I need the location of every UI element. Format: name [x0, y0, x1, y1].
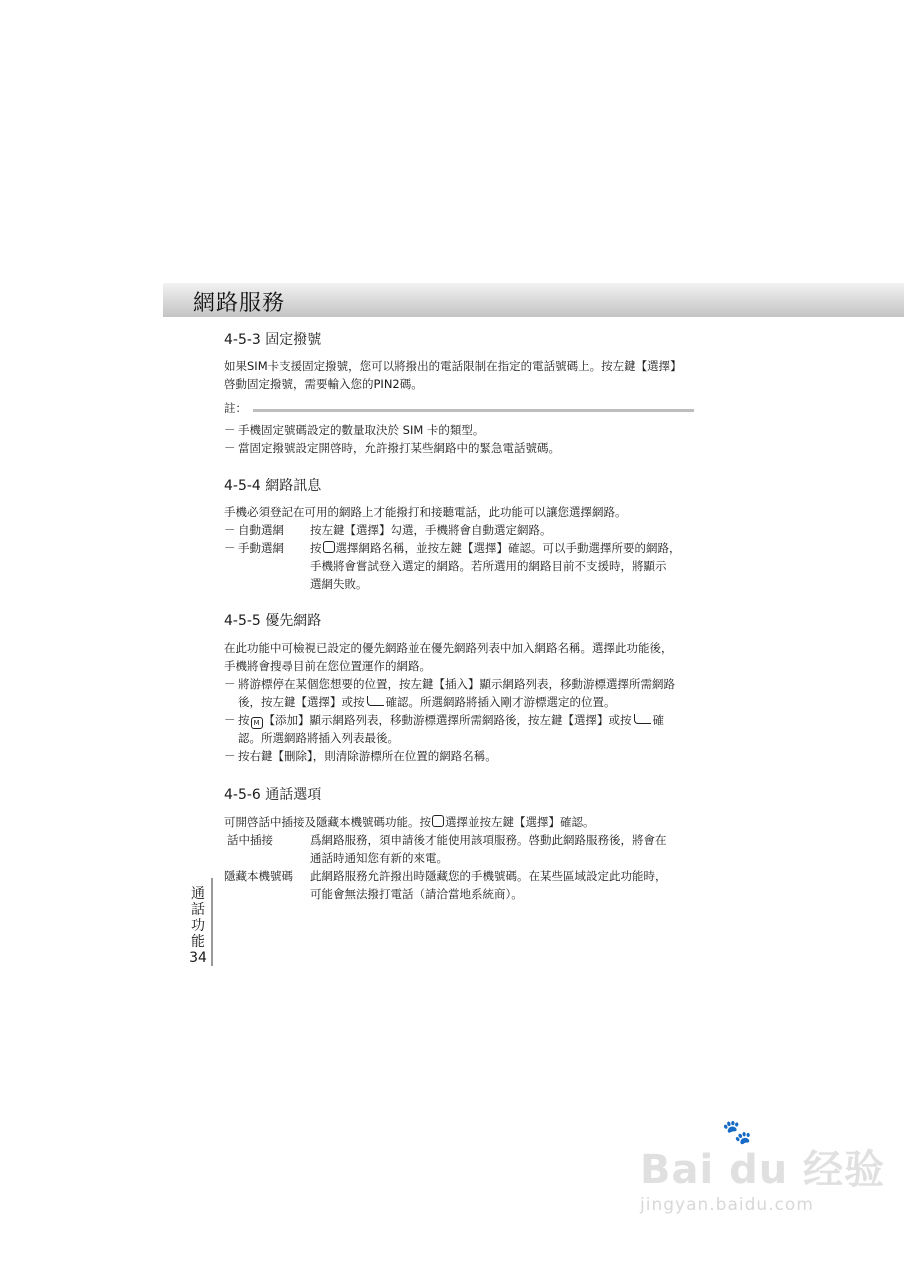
nav-key-icon	[432, 815, 444, 827]
section-heading: 4-5-3 固定撥號	[224, 332, 322, 348]
bullet-text: 按右鍵【刪除】，則清除游標所在位置的網路名稱。	[238, 749, 497, 763]
section-4-5-5	[224, 612, 694, 765]
section-heading: 4-5-4 網路訊息	[224, 478, 322, 494]
paragraph-text: 可開啓話中插接及隱藏本機號碼功能。按	[224, 815, 431, 829]
bullet-text: 確認。所選網路將插入剛才游標選定的位置。	[385, 695, 616, 709]
bullet: －	[224, 713, 236, 727]
bullet-text: 將游標停在某個您想要的位置，按左鍵【插入】顯示網路列表，移動游標選擇所需網路	[238, 677, 675, 691]
option-desc: 按	[310, 541, 322, 555]
bullet-text: 確	[652, 713, 664, 727]
option-desc: 按左鍵【選擇】勾選，手機將會自動選定網路。	[310, 523, 552, 537]
section-4-5-3	[224, 331, 694, 457]
paragraph-line: 如果SIM卡支援固定撥號，您可以將撥出的電話限制在指定的電話號碼上。按左鍵【選擇】	[224, 359, 682, 373]
note-item	[224, 421, 694, 439]
note-text: 當固定撥號設定開啓時，允許撥打某些網路中的緊急電話號碼。	[238, 441, 560, 455]
option-row	[224, 539, 694, 557]
bullet-item	[224, 747, 694, 765]
note-item	[224, 439, 694, 457]
bullet-text: 【添加】顯示網路列表，移動游標選擇所需網路後，按左鍵【選擇】或按	[263, 713, 632, 727]
bullet: －	[224, 749, 236, 763]
paragraph-line: 啓動固定撥號，需要輸入您的PIN2碼。	[224, 377, 423, 391]
option-row	[224, 521, 694, 539]
option-desc: 手機將會嘗試登入選定的網路。若所選用的網路目前不支援時，將顯示	[310, 559, 667, 573]
bullet-item	[224, 675, 694, 693]
bullet-text: 後，按左鍵【選擇】或按	[238, 695, 365, 709]
option-term: 隱藏本機號碼	[224, 869, 293, 883]
paragraph-line: 在此功能中可檢視已設定的優先網路並在優先網路列表中加入網路名稱。選擇此功能後，	[224, 641, 673, 655]
option-row	[224, 867, 694, 885]
page-number: 34	[189, 950, 207, 966]
section-heading: 4-5-5 優先網路	[224, 613, 322, 629]
note-text: 手機固定號碼設定的數量取決於 SIM 卡的類型。	[238, 423, 485, 437]
watermark-url: jingyan.baidu.com	[640, 1195, 814, 1215]
chapter-side-tab	[188, 886, 208, 966]
bullet: －	[224, 423, 236, 437]
bullet: －	[224, 541, 236, 555]
paragraph-line	[224, 813, 694, 831]
section-4-5-4	[224, 477, 694, 593]
paragraph-text: 選擇並按左鍵【選擇】確認。	[445, 815, 595, 829]
menu-key-icon: M	[251, 717, 263, 729]
bullet-item-cont	[224, 693, 694, 711]
bullet-text: 按	[238, 713, 250, 727]
option-term: 手動選網	[238, 541, 284, 555]
option-desc: 選擇網路名稱，並按左鍵【選擇】確認。可以手動選擇所要的網路，	[335, 541, 681, 555]
section-heading: 4-5-6 通話選項	[224, 787, 322, 803]
section-header-band	[163, 283, 904, 317]
chapter-char: 通	[191, 886, 205, 902]
section-4-5-6	[224, 786, 694, 903]
bullet-text: 認。所選網路將插入列表最後。	[238, 731, 399, 745]
paragraph-line: 手機將會搜尋目前在您位置運作的網路。	[224, 659, 431, 673]
baidu-watermark	[640, 1118, 885, 1216]
option-desc: 選網失敗。	[310, 577, 368, 591]
option-term: 話中插接	[227, 833, 273, 847]
bullet: －	[224, 441, 236, 455]
divider	[253, 409, 694, 412]
bullet-item	[224, 711, 694, 729]
option-desc: 此網路服務允許撥出時隱藏您的手機號碼。在某些區域設定此功能時，	[310, 869, 667, 883]
call-key-icon	[367, 696, 384, 706]
option-term: 自動選網	[238, 523, 284, 537]
nav-key-icon	[323, 541, 335, 553]
bullet: －	[224, 523, 236, 537]
option-desc: 爲網路服務，須申請後才能使用該項服務。啓動此網路服務後，將會在	[310, 833, 667, 847]
chapter-char: 能	[191, 934, 205, 950]
option-desc: 可能會無法撥打電話（請洽當地系統商）。	[310, 887, 523, 901]
watermark-logo: Bai du 经验	[640, 1147, 886, 1193]
note-label: 註：	[224, 401, 247, 415]
paw-icon: 🐾	[722, 1118, 752, 1146]
paragraph-line: 手機必須登記在可用的網路上才能撥打和接聽電話，此功能可以讓您選擇網路。	[224, 505, 627, 519]
option-desc: 通話時通知您有新的來電。	[310, 851, 448, 865]
call-key-icon	[634, 714, 651, 724]
chapter-char: 話	[191, 902, 205, 918]
bullet: －	[224, 677, 236, 691]
page-title: 網路服務	[193, 291, 286, 316]
note-header	[224, 399, 694, 417]
option-row	[224, 831, 694, 849]
side-tab-rule	[211, 878, 213, 966]
chapter-char: 功	[191, 918, 205, 934]
